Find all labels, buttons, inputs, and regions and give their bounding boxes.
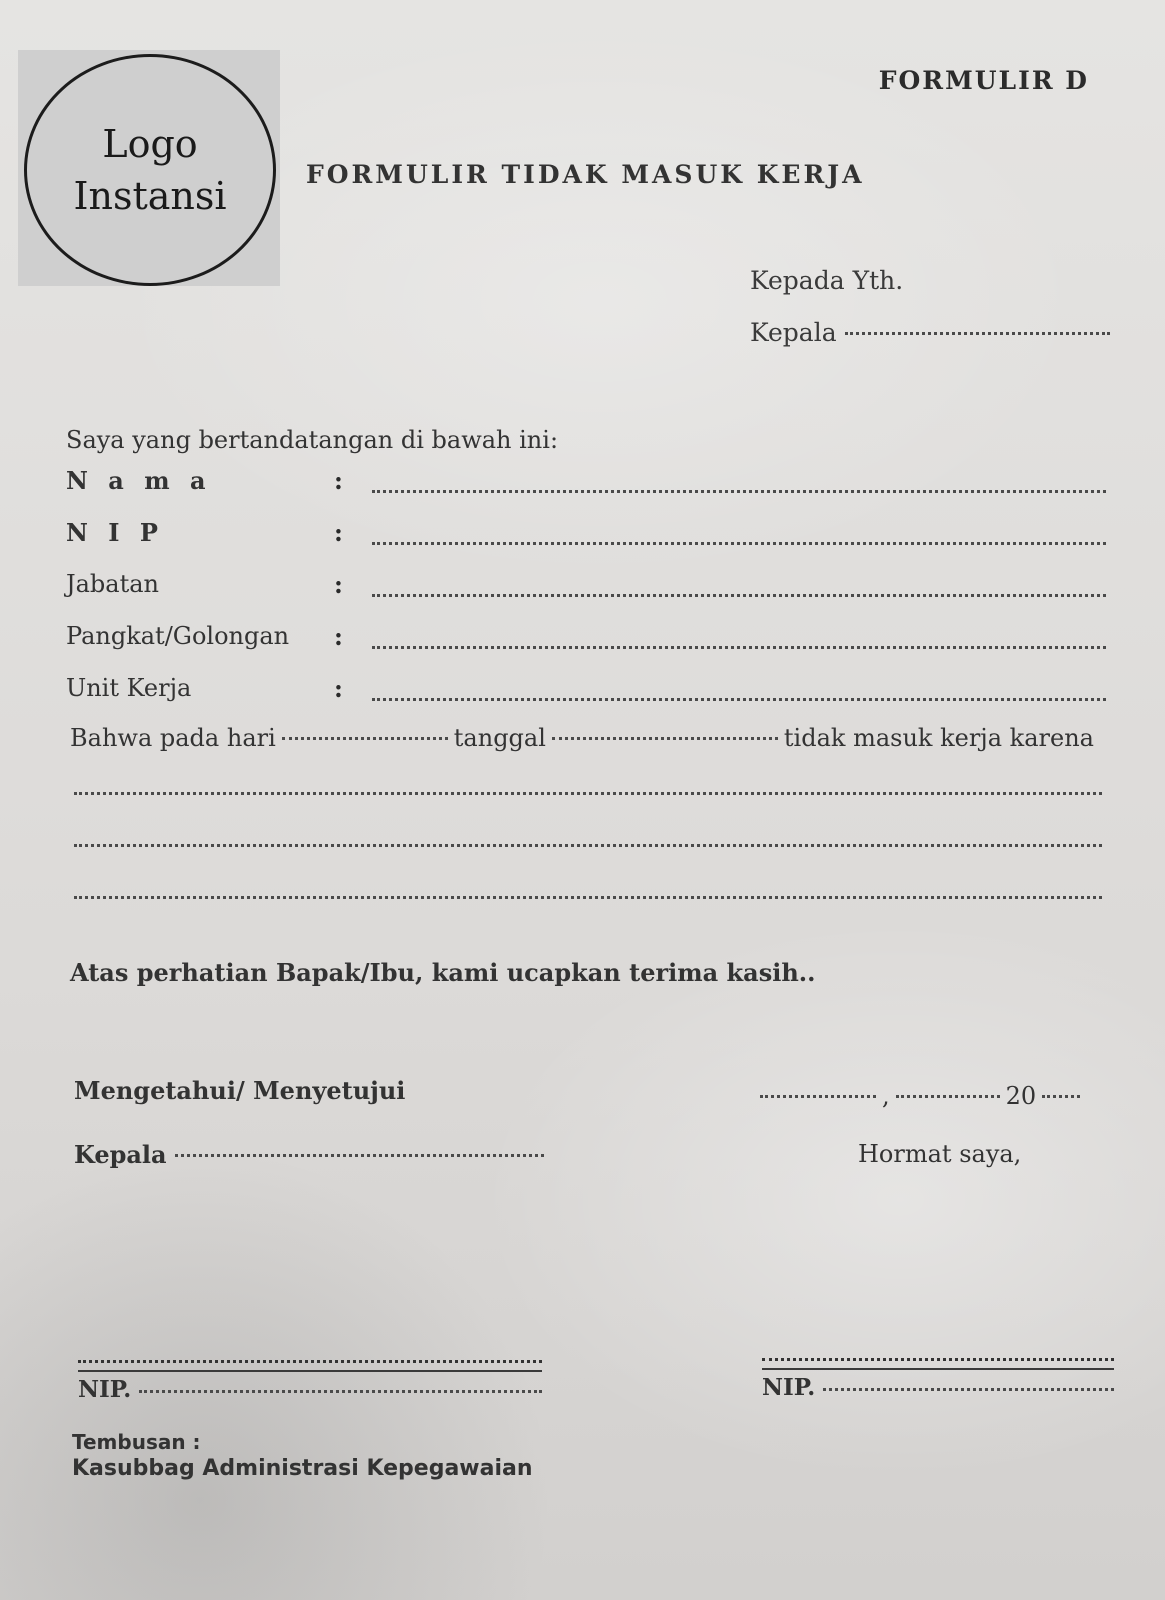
employee-nip-blank[interactable] (823, 1388, 1114, 1391)
approver-nip-row (78, 1376, 542, 1403)
approver-head-row (74, 1140, 544, 1169)
employee-signature-line[interactable] (762, 1358, 1114, 1361)
absence-day-blank[interactable] (282, 737, 448, 740)
absence-statement-row (70, 724, 1110, 752)
field-row-nip (66, 518, 1106, 558)
field-blank-name[interactable] (372, 490, 1106, 493)
logo-line-2: Instansi (73, 174, 227, 218)
reason-line-2[interactable] (74, 844, 1102, 847)
field-label-rank: Pangkat/Golongan (66, 622, 290, 650)
approver-nip-label: NIP. (78, 1376, 132, 1403)
approver-signature-rule (78, 1370, 542, 1372)
field-label-work-unit: Unit Kerja (66, 674, 192, 702)
field-blank-nip[interactable] (372, 542, 1106, 545)
closing-statement: Atas perhatian Bapak/Ibu, kami ucapkan terima kasih.. (70, 958, 816, 987)
field-colon: : (334, 518, 343, 547)
field-colon: : (334, 674, 343, 703)
approver-head-label: Kepala (74, 1140, 167, 1169)
field-colon: : (334, 570, 343, 599)
employee-signature-rule (762, 1368, 1114, 1370)
field-label-position: Jabatan (66, 570, 160, 598)
field-colon: : (334, 466, 343, 495)
sign-year-blank[interactable] (1042, 1095, 1080, 1098)
logo-line-1: Logo (102, 122, 198, 166)
regards-text: Hormat saya, (858, 1140, 1022, 1168)
cc-recipient: Kasubbag Administrasi Kepegawaian (72, 1456, 533, 1481)
field-blank-rank[interactable] (372, 646, 1106, 649)
sign-place-blank[interactable] (760, 1095, 876, 1098)
approver-signature-line[interactable] (78, 1360, 542, 1363)
employee-nip-row (762, 1374, 1114, 1401)
form-title: FORMULIR TIDAK MASUK KERJA (306, 160, 865, 189)
sign-year-prefix: 20 (1005, 1082, 1037, 1110)
field-row-work-unit (66, 674, 1106, 714)
employee-nip-label: NIP. (762, 1374, 816, 1401)
recipient-head-row (750, 318, 1110, 347)
approver-head-blank[interactable] (175, 1154, 544, 1157)
cc-label: Tembusan : (72, 1430, 201, 1454)
approval-label: Mengetahui/ Menyetujui (74, 1076, 406, 1105)
intro-statement: Saya yang bertandatangan di bawah ini: (66, 426, 559, 454)
sign-date-row (760, 1082, 1090, 1110)
form-code: FORMULIR D (878, 66, 1089, 95)
recipient-head-blank[interactable] (845, 332, 1110, 335)
absence-day-label: Bahwa pada hari (70, 724, 276, 752)
field-label-name: N a m a (66, 466, 212, 495)
absence-reason-label: tidak masuk kerja karena (783, 724, 1094, 752)
field-blank-position[interactable] (372, 594, 1106, 597)
absence-date-label: tanggal (453, 724, 546, 752)
field-row-position (66, 570, 1106, 610)
recipient-head-label: Kepala (750, 318, 837, 347)
reason-line-3[interactable] (74, 896, 1102, 899)
sign-date-blank[interactable] (896, 1095, 1000, 1098)
field-label-nip: N I P (66, 518, 164, 547)
field-row-rank (66, 622, 1106, 662)
field-colon: : (334, 622, 343, 651)
field-blank-work-unit[interactable] (372, 698, 1106, 701)
recipient-greeting: Kepada Yth. (750, 266, 904, 295)
field-row-name (66, 466, 1106, 506)
sign-date-comma: , (882, 1082, 890, 1110)
approver-nip-blank[interactable] (139, 1390, 542, 1393)
absence-date-blank[interactable] (552, 737, 778, 740)
reason-line-1[interactable] (74, 792, 1102, 795)
institution-logo-placeholder (24, 54, 276, 286)
